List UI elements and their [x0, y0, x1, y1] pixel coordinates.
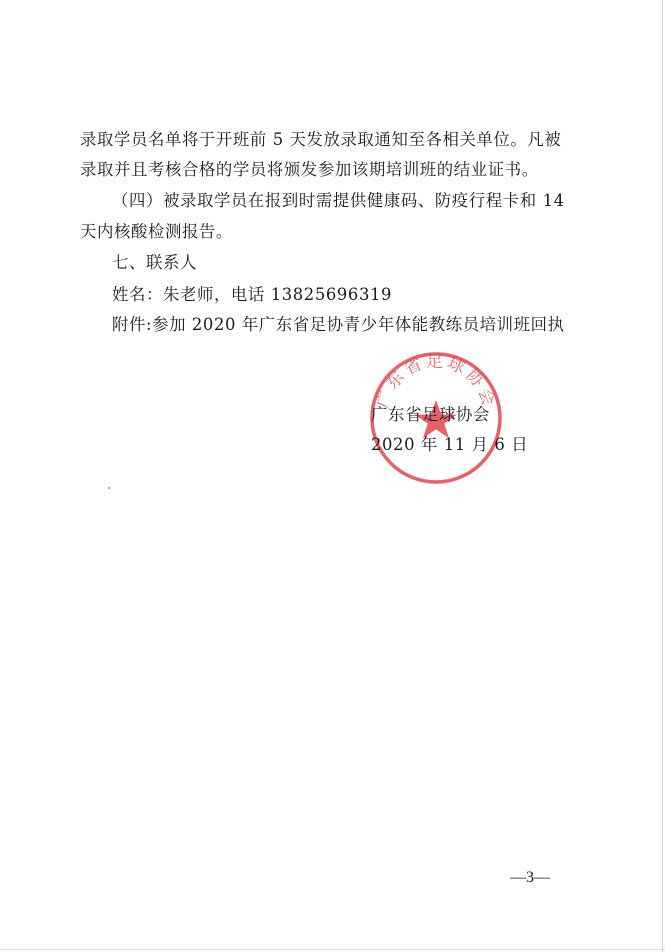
- scan-speck: [108, 487, 110, 489]
- section-heading-contact: 七、联系人: [112, 253, 197, 272]
- body-line-4: 天内核酸检测报告。: [80, 222, 233, 241]
- page-edge-bottom: [0, 949, 665, 950]
- body-line-2: 录取并且考核合格的学员将颁发参加该期培训班的结业证书。: [80, 160, 539, 179]
- signature-date: 2020 年 11 月 6 日: [371, 435, 529, 454]
- body-line-3: （四）被录取学员在报到时需提供健康码、防疫行程卡和 14: [112, 191, 565, 210]
- attachment-line: 附件:参加 2020 年广东省足协青少年体能教练员培训班回执: [112, 315, 565, 334]
- page-number: —3—: [510, 869, 550, 886]
- page-edge-right: [662, 0, 663, 952]
- body-line-1: 录取学员名单将于开班前 5 天发放录取通知至各相关单位。凡被: [80, 130, 562, 149]
- seal-ring-text: 广东省足球协会: [373, 351, 499, 411]
- contact-line: 姓名：朱老师，电话 13825696319: [112, 285, 393, 304]
- signature-organization: 广东省足球协会: [371, 405, 490, 424]
